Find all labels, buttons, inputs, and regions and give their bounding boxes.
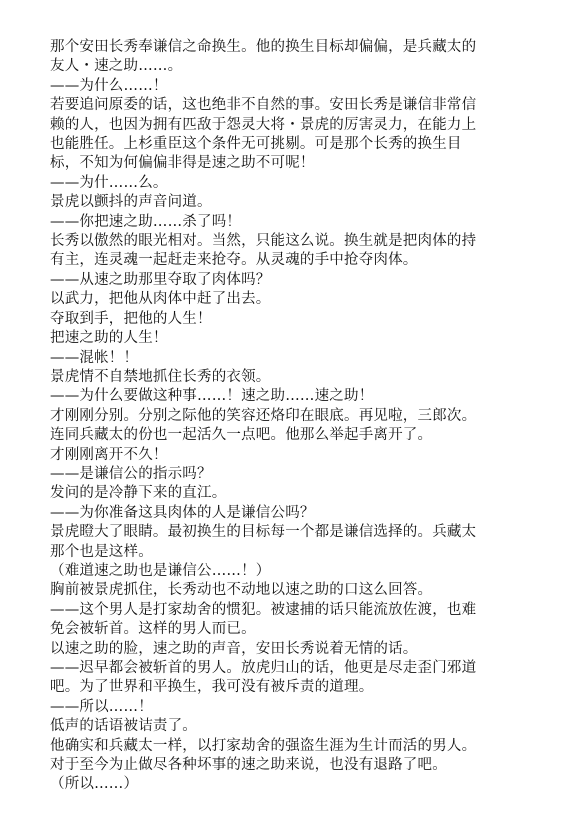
- text-line: 以武力，把他从肉体中赶了出去。: [50, 291, 271, 308]
- text-line: 景虎情不自禁地抓住长秀的衣领。: [50, 368, 271, 385]
- text-line: 那个安田长秀奉谦信之命换生。他的换生目标却偏偏，是兵藏太的: [50, 39, 477, 55]
- text-line: 也能胜任。上杉重臣这个条件无可挑剔。可是那个长秀的换生目: [50, 136, 462, 153]
- text-line: 免会被斩首。这样的男人而已。: [50, 621, 256, 638]
- text-line: 发问的是冷静下来的直江。: [50, 485, 227, 502]
- text-line: 胸前被景虎抓住，长秀动也不动地以速之助的口这么回答。: [50, 582, 433, 599]
- text-line: ——你把速之助……杀了吗！: [50, 213, 242, 230]
- text-line: 吧。为了世界和平换生，我可没有被斥责的道理。: [50, 679, 374, 696]
- text-line: 他确实和兵藏太一样，以打家劫舍的强盗生涯为生计而活的男人。: [50, 737, 477, 754]
- text-line: 连同兵藏太的份也一起活久一点吧。他那么举起手离开了。: [50, 427, 433, 444]
- text-line: 友人・速之助……。: [50, 58, 183, 75]
- text-line: ——所以……！: [50, 698, 153, 715]
- text-line: ——混帐！！: [50, 349, 139, 366]
- document-body: [50, 38, 540, 795]
- text-line: ——是谦信公的指示吗？: [50, 465, 212, 482]
- text-line: 以速之助的脸，速之助的声音，安田长秀说着无情的话。: [50, 640, 418, 657]
- text-line: 有主，连灵魂一起赶走来抢夺。从灵魂的手中抢夺肉体。: [50, 252, 418, 269]
- text-line: 赖的人，也因为拥有匹敌于怨灵大将・景虎的厉害灵力，在能力上: [50, 116, 477, 133]
- text-line: 把速之助的人生！: [50, 330, 168, 347]
- text-line: ——迟早都会被斩首的男人。放虎归山的话，他更是尽走歪门邪道: [50, 660, 477, 676]
- text-line: 那个也是这样。: [50, 543, 153, 560]
- text-line: ——这个男人是打家劫舍的惯犯。被逮捕的话只能流放佐渡，也难: [50, 601, 477, 618]
- text-line: 若要追问原委的话，这也绝非不自然的事。安田长秀是谦信非常信: [50, 97, 477, 114]
- text-line: ——为什……么。: [50, 174, 168, 191]
- text-line: 景虎以颤抖的声音问道。: [50, 194, 212, 211]
- text-line: ——为什么……！: [50, 77, 168, 94]
- text-line: 长秀以傲然的眼光相对。当然，只能这么说。换生就是把肉体的持: [50, 233, 477, 250]
- text-line: ——为什么要做这种事……！速之助……速之助！: [50, 388, 374, 405]
- text-line: 夺取到手，把他的人生！: [50, 310, 212, 327]
- text-line: 标，不知为何偏偏非得是速之助不可呢！: [50, 155, 315, 172]
- text-line: 才刚刚离开不久！: [50, 446, 168, 463]
- text-line: 景虎瞪大了眼睛。最初换生的目标每一个都是谦信选择的。兵藏太: [50, 524, 477, 541]
- text-line: （难道速之助也是谦信公……！）: [50, 562, 271, 579]
- text-line: ——从速之助那里夺取了肉体吗？: [50, 271, 271, 288]
- text-line: （所以……）: [50, 776, 139, 793]
- text-line: 对于至今为止做尽各种坏事的速之助来说，也没有退路了吧。: [50, 757, 447, 774]
- text-line: ——为你准备这具肉体的人是谦信公吗？: [50, 504, 315, 521]
- text-line: 低声的话语被诘责了。: [50, 718, 197, 735]
- text-line: 才刚刚分别。分别之际他的笑容还烙印在眼底。再见啦，三郎次。: [50, 407, 477, 424]
